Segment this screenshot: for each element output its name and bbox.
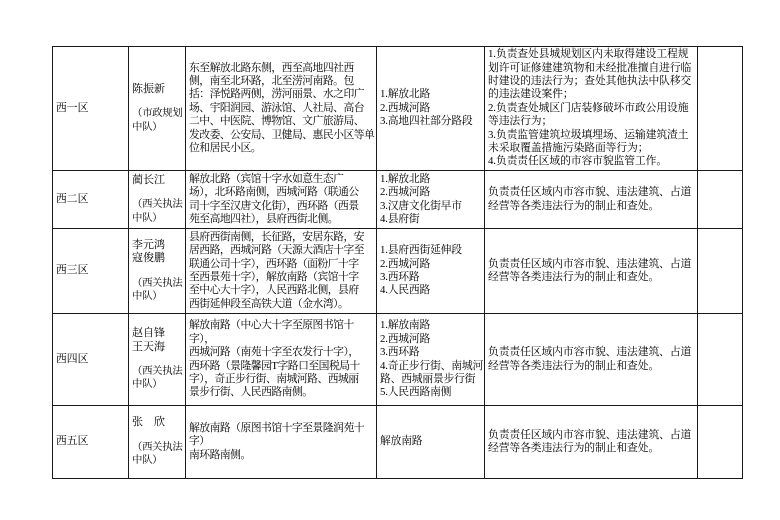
boundary-line: 景步行街、人民西路南侧。 — [189, 386, 313, 399]
road-line: 2.西城河路 — [380, 332, 431, 345]
boundary-line: 字），奇正步行街、南城河路、西城丽 — [189, 372, 359, 385]
boundary-cell — [186, 47, 377, 171]
boundary-line: 居西路，西城河路（天源大酒店十字至 — [189, 244, 365, 257]
table-row — [53, 314, 743, 406]
unit-label — [132, 365, 183, 392]
person-cell — [129, 47, 186, 171]
area-name: 西一区 — [56, 101, 89, 114]
table-row — [53, 171, 743, 229]
duty-line: 经营等各类违法行为的制止和查处。 — [488, 271, 660, 283]
boundary-line: 联通公司十字），西环路（面粉厂十字 — [189, 257, 359, 270]
boundary-line: 南环路南侧。 — [189, 448, 251, 461]
road-line: 3.西环路 — [380, 346, 420, 359]
person-name: 李元鸿 — [132, 238, 165, 251]
boundary-line: 至中心大十字），人民西路北侧，县府 — [189, 284, 359, 297]
duties-cell — [485, 229, 698, 314]
person-name: 赵自锋 — [132, 327, 165, 340]
boundary-line: 发改委、公安局、卫健局、惠民小区等单 — [189, 128, 375, 141]
road-line: 1.解放北路 — [380, 172, 431, 185]
boundary-line: 字）， — [189, 332, 215, 345]
boundary-line: 括：泽悦路两侧，涝河丽景、水之印广 — [189, 88, 365, 101]
boundary-line: 解放南路（中心大十字至原图书馆十 — [189, 319, 354, 332]
duties-cell — [485, 47, 698, 171]
area-cell — [53, 47, 129, 171]
boundary-cell — [186, 406, 377, 479]
unit-line: （西关执法 — [132, 277, 183, 289]
duty-line: 经营等各类违法行为的制止和查处。 — [488, 359, 660, 372]
duties-cell — [485, 171, 698, 229]
duty-line: 的违法建设案件； — [488, 88, 574, 101]
road-line: 1.解放北路 — [380, 88, 431, 101]
area-name: 西二区 — [56, 192, 89, 205]
area-cell — [53, 406, 129, 479]
road-line: 解放南路 — [380, 435, 423, 448]
roads-cell — [377, 229, 485, 314]
remark-cell — [698, 171, 743, 229]
road-line: 2.西城河路 — [380, 101, 431, 114]
person-name: 寇俊鹏 — [132, 252, 165, 265]
duty-line: 划许可证修建建筑物和未经批准擅自进行临 — [488, 61, 692, 74]
boundary-line: 侧，南至北环路，北至涝河南路。包 — [189, 74, 354, 87]
boundary-line: 字） — [189, 435, 210, 448]
boundary-line: 东至解放北路东侧，西至高地四社西 — [189, 61, 354, 74]
unit-line: 中队） — [132, 121, 163, 133]
area-name: 西四区 — [56, 352, 89, 365]
roads-cell — [377, 171, 485, 229]
road-line: 3.西环路 — [380, 271, 420, 283]
duty-line: 4.负责责任区域的市容市貌监管工作。 — [488, 155, 668, 168]
boundary-line: 至西景苑十字），解放南路（宾馆十字 — [189, 271, 359, 283]
road-line: 5.人民西路南侧 — [380, 386, 452, 399]
unit-line: （市政规划 — [132, 108, 183, 120]
remark-cell — [698, 406, 743, 479]
duty-line: 经营等各类违法行为的制止和查处。 — [488, 199, 660, 212]
district-responsibility-table — [52, 46, 743, 479]
duty-line: 3.负责监管建筑垃圾填埋场、运输建筑渣土 — [488, 128, 689, 141]
boundary-line: 西城河路（南苑十字至农发行十字）， — [189, 346, 359, 359]
duty-line: 等违法行为； — [488, 115, 553, 128]
unit-line: 中队） — [132, 212, 163, 224]
unit-label — [132, 198, 183, 225]
duty-line: 2.负责查处城区门店装修破坏市政公用设施 — [488, 101, 689, 114]
boundary-line: 西环路（景隆馨园T字路口至国税局十 — [189, 359, 360, 372]
duty-line: 经营等各类违法行为的制止和查处。 — [488, 442, 660, 454]
duty-line: 未采取覆盖措施污染路面等行为； — [488, 142, 649, 155]
area-name: 西三区 — [56, 264, 89, 277]
remark-cell — [698, 47, 743, 171]
duty-line: 1.负责查处县城规划区内未取得建设工程规 — [488, 48, 689, 61]
roads-cell — [377, 406, 485, 479]
roads-cell — [377, 47, 485, 171]
duty-line: 负责责任区域内市容市貌、违法建筑、占道 — [488, 186, 692, 199]
duties-cell — [485, 314, 698, 406]
boundary-line: 场、宇阳润园、游泳馆、人社局、高台 — [189, 101, 365, 114]
area-cell — [53, 171, 129, 229]
road-line: 路、西城丽景步行街 — [380, 372, 476, 385]
unit-line: 中队） — [132, 455, 163, 467]
table-row — [53, 47, 743, 171]
road-line: 4.奇正步行街、南城河 — [380, 359, 484, 372]
person-cell — [129, 406, 186, 479]
district-table-body — [53, 47, 743, 479]
boundary-line: 场），北环路南侧，西城河路（联通公 — [189, 186, 359, 199]
road-line: 2.西城河路 — [380, 257, 431, 270]
road-line: 4.人民西路 — [380, 284, 431, 297]
area-name: 西五区 — [56, 435, 89, 448]
table-row — [53, 229, 743, 314]
unit-label — [132, 107, 183, 134]
boundary-line: 西街延伸段至高铁大道（金水湾）。 — [189, 297, 349, 310]
duty-line: 负责责任区域内市容市貌、违法建筑、占道 — [488, 346, 692, 359]
boundary-cell — [186, 229, 377, 314]
road-line: 1.县府西街延伸段 — [380, 244, 462, 257]
unit-label — [132, 277, 183, 304]
duty-line: 时建设的违法行为；查处其他执法中队移交 — [488, 74, 692, 87]
duty-line: 负责责任区域内市容市貌、违法建筑、占道 — [488, 257, 692, 270]
unit-line: 中队） — [132, 379, 163, 391]
unit-line: （西关执法 — [132, 199, 183, 211]
area-cell — [53, 229, 129, 314]
unit-line: （西关执法 — [132, 441, 183, 453]
boundary-line: 解放北路（宾馆十字水如意生态广 — [189, 172, 344, 185]
boundary-line: 司十字至汉唐文化街），西环路（西景 — [189, 199, 359, 212]
road-line: 4.县府街 — [380, 212, 420, 225]
person-name: 王天海 — [132, 340, 165, 353]
road-line: 3.汉唐文化街早市 — [380, 199, 462, 212]
area-cell — [53, 314, 129, 406]
unit-label — [132, 441, 183, 468]
unit-line: （西关执法 — [132, 366, 183, 377]
roads-cell — [377, 314, 485, 406]
remark-cell — [698, 314, 743, 406]
boundary-line: 解放南路（原图书馆十字至景隆润苑十 — [189, 421, 365, 434]
table-row — [53, 406, 743, 479]
person-name: 蔺长江 — [132, 173, 165, 186]
boundary-line: 苑至高地四社），县府西街北侧。 — [189, 212, 339, 225]
duty-line: 负责责任区域内市容市貌、违法建筑、占道 — [488, 428, 692, 441]
person-name: 陈振新 — [132, 82, 165, 95]
unit-line: 中队） — [132, 290, 163, 302]
person-cell — [129, 314, 186, 406]
road-line: 3.高地四社部分路段 — [380, 115, 473, 128]
road-line: 1.解放南路 — [380, 319, 431, 332]
person-name: 张 欣 — [132, 416, 165, 429]
boundary-line: 位和居民小区。 — [189, 142, 262, 155]
duties-cell — [485, 406, 698, 479]
boundary-line: 县府西街南侧，长征路，安居东路，安 — [189, 230, 365, 243]
boundary-cell — [186, 314, 377, 406]
remark-cell — [698, 229, 743, 314]
person-cell — [129, 171, 186, 229]
boundary-cell — [186, 171, 377, 229]
boundary-line: 二中、中医院、博物馆、文广旅游局、 — [189, 115, 365, 128]
road-line: 2.西城河路 — [380, 186, 431, 199]
person-cell — [129, 229, 186, 314]
